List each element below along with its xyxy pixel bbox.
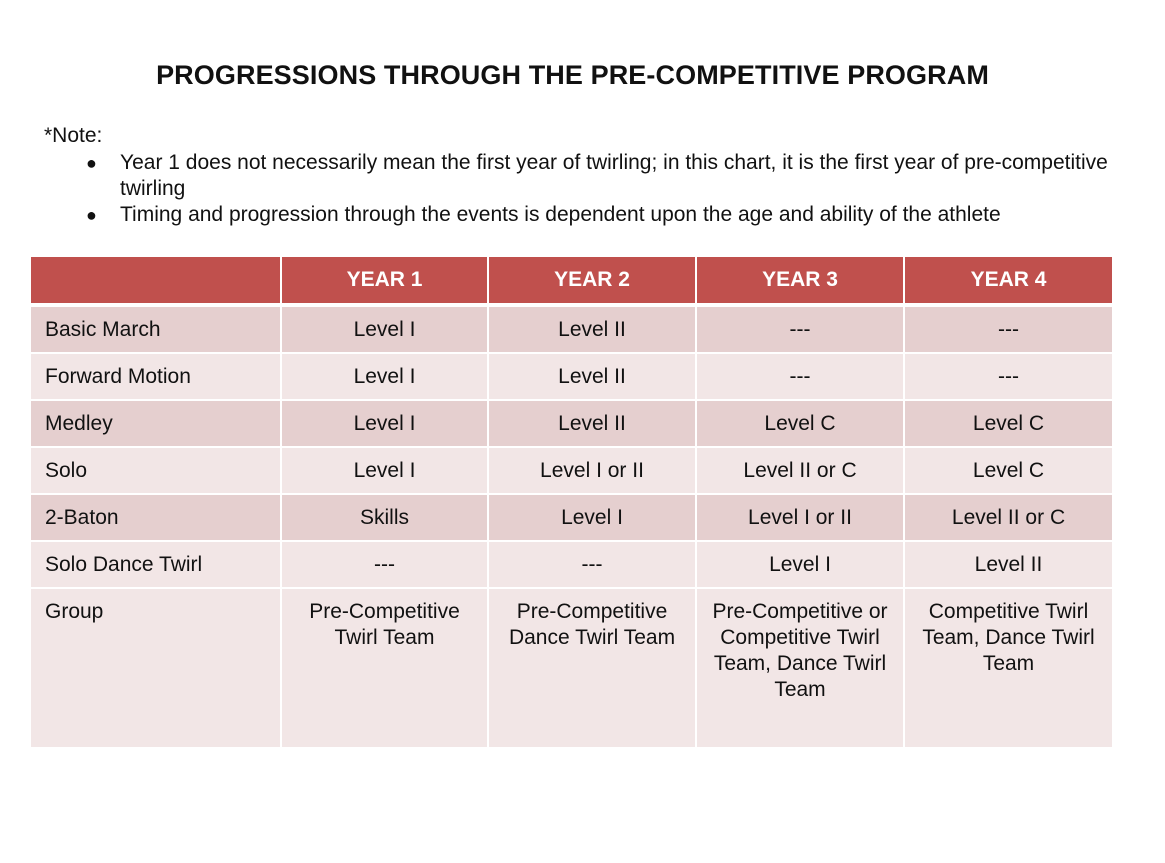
table-cell: Pre-Competitive Twirl Team — [281, 588, 488, 748]
header-cell-year-4: YEAR 4 — [904, 257, 1113, 305]
table-row — [30, 305, 1113, 353]
note-label: *Note: — [44, 124, 103, 147]
table-row — [30, 400, 1113, 447]
table-cell: --- — [488, 541, 696, 588]
table-cell: Level C — [904, 447, 1113, 494]
table-row — [30, 588, 1113, 748]
row-label: Basic March — [30, 305, 281, 353]
table-cell: Level II — [488, 305, 696, 353]
note-text: Year 1 does not necessarily mean the first year of twirling; in this chart, it is the first year of pre-competitive twirling — [120, 151, 1108, 200]
header-cell-blank — [30, 257, 281, 305]
table-row — [30, 541, 1113, 588]
table-cell: Level I — [696, 541, 904, 588]
notes-list — [86, 150, 1116, 228]
table-cell: Level I or II — [488, 447, 696, 494]
table-cell: Level II — [904, 541, 1113, 588]
table-cell: Competitive Twirl Team, Dance Twirl Team — [904, 588, 1113, 748]
table-cell: Level I or II — [696, 494, 904, 541]
table-cell: Level I — [488, 494, 696, 541]
note-item — [86, 150, 1116, 202]
table-cell: Pre-Competitive or Competitive Twirl Team, Dance Twirl Team — [696, 588, 904, 748]
table-cell: --- — [696, 305, 904, 353]
table-cell: --- — [904, 305, 1113, 353]
table-cell: Level II or C — [696, 447, 904, 494]
table-cell: Pre-Competitive Dance Twirl Team — [488, 588, 696, 748]
note-item — [86, 202, 1116, 228]
table-row — [30, 447, 1113, 494]
table-cell: Level C — [696, 400, 904, 447]
table-cell: --- — [904, 353, 1113, 400]
row-label: Solo — [30, 447, 281, 494]
progression-table — [29, 257, 1114, 749]
bullet-icon: ● — [86, 153, 97, 173]
row-label: Solo Dance Twirl — [30, 541, 281, 588]
table-cell: Level I — [281, 447, 488, 494]
table-row — [30, 353, 1113, 400]
table-cell: Level II — [488, 400, 696, 447]
row-label: Medley — [30, 400, 281, 447]
table-cell: Level I — [281, 400, 488, 447]
table-cell: Level I — [281, 353, 488, 400]
table-cell: --- — [696, 353, 904, 400]
table-cell: Level II or C — [904, 494, 1113, 541]
header-cell-year-2: YEAR 2 — [488, 257, 696, 305]
bullet-icon: ● — [86, 205, 97, 225]
table-cell: Level C — [904, 400, 1113, 447]
row-label: Group — [30, 588, 281, 748]
table-header-row — [30, 257, 1113, 305]
table-cell: Level II — [488, 353, 696, 400]
table-cell: Level I — [281, 305, 488, 353]
note-text: Timing and progression through the events is dependent upon the age and ability of the athlete — [120, 203, 1001, 226]
table-cell: --- — [281, 541, 488, 588]
header-cell-year-3: YEAR 3 — [696, 257, 904, 305]
page-title: PROGRESSIONS THROUGH THE PRE-COMPETITIVE PROGRAM — [156, 60, 989, 90]
table-row — [30, 494, 1113, 541]
row-label: 2-Baton — [30, 494, 281, 541]
row-label: Forward Motion — [30, 353, 281, 400]
header-cell-year-1: YEAR 1 — [281, 257, 488, 305]
table-cell: Skills — [281, 494, 488, 541]
